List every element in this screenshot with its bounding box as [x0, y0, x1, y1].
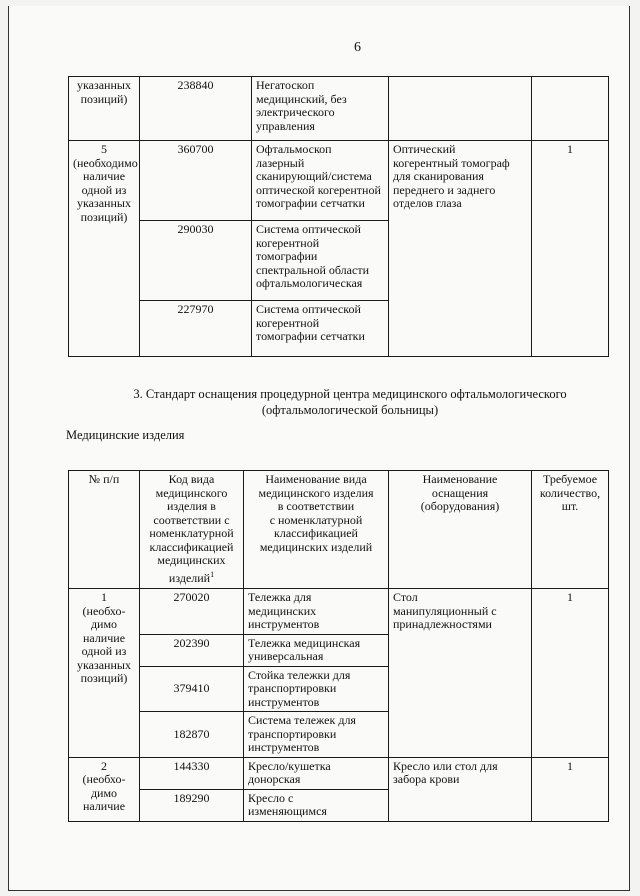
code-cell: 182870 [140, 712, 244, 758]
equipment-cell: Стол манипуляционный с принадлежностями [389, 589, 532, 758]
continuation-table [68, 76, 609, 357]
name-cell: Тележка для медицинских инструментов [244, 589, 389, 635]
code-cell: 270020 [140, 589, 244, 635]
equipment-cell: Кресло или стол для забора крови [389, 757, 532, 821]
header-code-text: Код вида медицинского изделия в соответствии с номенклатурной классификацией медицинских изделий [149, 472, 234, 585]
name-cell: Тележка медицинская универсальная [244, 634, 389, 666]
page-number: 6 [354, 40, 361, 55]
qty-cell: 1 [532, 589, 609, 758]
table-row [69, 77, 609, 141]
name-cell: Стойка тележки для транспортировки инструментов [244, 666, 389, 712]
name-cell: Кресло/кушетка донорская [244, 757, 389, 789]
group-num-cell: 1 (необхо- димо наличие одной из указанных позиций) [69, 589, 140, 758]
name-cell: Система оптической когерентной томографии спектральной области офтальмологическая [252, 221, 389, 301]
code-cell: 144330 [140, 757, 244, 789]
group-num-cell: 2 (необхо- димо наличие [69, 757, 140, 821]
name-cell: Система оптической когерентной томографии сетчатки [252, 301, 389, 357]
name-cell: Кресло с изменяющимся [244, 789, 389, 821]
code-cell: 379410 [140, 666, 244, 712]
code-cell: 238840 [140, 77, 252, 141]
code-cell: 189290 [140, 789, 244, 821]
group-cell: 5 (необходимо наличие одной из указанных позиций) [69, 141, 140, 357]
name-cell: Негатоскоп медицинский, без электрического управления [252, 77, 389, 141]
header-equipment: Наименование оснащения (оборудования) [389, 471, 532, 589]
header-row [69, 471, 609, 589]
table-row [69, 757, 609, 789]
qty-cell: 1 [532, 757, 609, 821]
code-cell: 360700 [140, 141, 252, 221]
code-cell: 202390 [140, 634, 244, 666]
qty-cell: 1 [532, 141, 609, 357]
equipment-standard-table [68, 470, 609, 822]
header-num: № п/п [69, 471, 140, 589]
table-row [69, 141, 609, 221]
name-cell: Система тележек для транспортировки инструментов [244, 712, 389, 758]
equipment-cell [389, 77, 532, 141]
header-code [140, 471, 244, 589]
section-label: Медицинские изделия [66, 428, 185, 442]
section-caption: 3. Стандарт оснащения процедурной центра медицинского офтальмологического (офтальмологической больницы) [133, 387, 567, 417]
header-code-footnote: 1 [210, 569, 215, 579]
code-cell: 227970 [140, 301, 252, 357]
qty-cell [532, 77, 609, 141]
name-cell: Офтальмоскоп лазерный сканирующий/система оптической когерентной томографии сетчатки [252, 141, 389, 221]
equipment-cell: Оптический когерентный томограф для сканирования переднего и заднего отделов глаза [389, 141, 532, 357]
group-cell: указанных позиций) [69, 77, 140, 141]
header-name: Наименование вида медицинского изделия в соответствии с номенклатурной классификацией медицинских изделий [244, 471, 389, 589]
code-cell: 290030 [140, 221, 252, 301]
table-row [69, 589, 609, 635]
header-qty: Требуемое количество, шт. [532, 471, 609, 589]
